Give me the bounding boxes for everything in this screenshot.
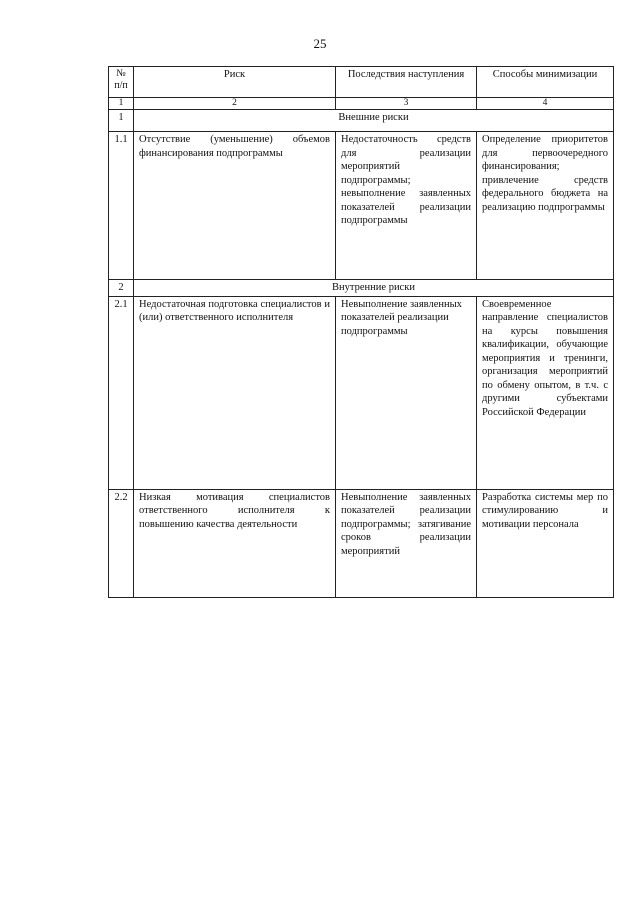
row-number: 2.2 xyxy=(109,489,134,597)
table-row xyxy=(109,132,614,280)
header-consequences: Последствия наступления xyxy=(336,67,477,98)
methods-cell: Разработка системы мер по стимулированию и мотивации персонала xyxy=(477,489,614,597)
column-number: 2 xyxy=(134,98,336,110)
risk-table xyxy=(108,66,614,598)
table-row xyxy=(109,296,614,489)
header-methods: Способы минимизации xyxy=(477,67,614,98)
consequences-cell: Невыполнение заявленных показателей реализации подпрограммы; затягивание сроков реализации мероприятий xyxy=(336,489,477,597)
methods-cell: Определение приоритетов для первоочередного финансирования; привлечение средств федерального бюджета на реализацию подпрограммы xyxy=(477,132,614,280)
page-number: 25 xyxy=(313,36,327,51)
section-row xyxy=(109,110,614,132)
column-number: 1 xyxy=(109,98,134,110)
section-number: 2 xyxy=(109,280,134,297)
section-title: Внешние риски xyxy=(134,110,614,132)
section-number: 1 xyxy=(109,110,134,132)
section-title: Внутренние риски xyxy=(134,280,614,297)
column-number: 4 xyxy=(477,98,614,110)
row-number: 1.1 xyxy=(109,132,134,280)
column-number: 3 xyxy=(336,98,477,110)
header-row xyxy=(109,67,614,98)
column-numbers-row xyxy=(109,98,614,110)
section-row xyxy=(109,280,614,297)
header-num: № п/п xyxy=(109,67,134,98)
row-number: 2.1 xyxy=(109,296,134,489)
consequences-cell: Невыполнение заявленных показателей реализации подпрограммы xyxy=(336,296,477,489)
risk-cell: Недостаточная подготовка специалистов и (или) ответственного исполнителя xyxy=(134,296,336,489)
methods-cell: Своевременное направление специалистов на курсы повышения квалификации, обучающие мероприятия и тренинги, организация мероприятий по обмену опытом, в т.ч. с другими субъектами Российской Федерации xyxy=(477,296,614,489)
risk-cell: Отсутствие (уменьшение) объемов финансирования подпрограммы xyxy=(134,132,336,280)
consequences-cell: Недостаточность средств для реализации мероприятий подпрограммы; невыполнение заявленных показателей реализации подпрограммы xyxy=(336,132,477,280)
header-risk: Риск xyxy=(134,67,336,98)
risk-cell: Низкая мотивация специалистов ответственного исполнителя к повышению качества деятельности xyxy=(134,489,336,597)
table-row xyxy=(109,489,614,597)
